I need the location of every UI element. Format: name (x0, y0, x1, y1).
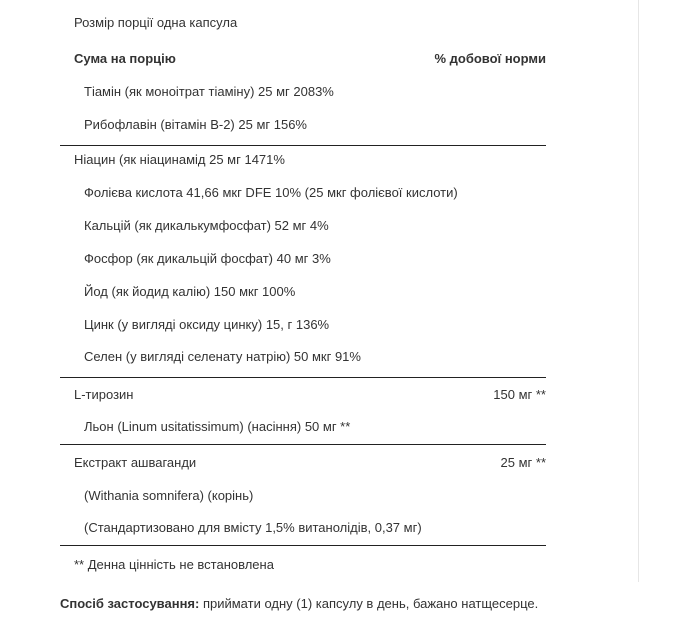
daily-value-header: % добової норми (434, 51, 546, 66)
tyrosine-name: L-тирозин (74, 387, 134, 402)
tyrosine-amount: 150 мг ** (493, 387, 546, 402)
nutrient-row-tyrosine (60, 383, 546, 407)
nutrient-row-phosphorus: Фосфор (як дикальцій фосфат) 40 мг 3% (84, 251, 331, 266)
section-divider (60, 545, 546, 546)
usage-text: приймати одну (1) капсулу в день, бажано натщесерце. (199, 596, 539, 611)
serving-size: Розмір порції одна капсула (74, 15, 238, 30)
nutrient-row-ashwagandha (60, 451, 546, 475)
section-divider (60, 145, 546, 146)
nutrient-row-iodine: Йод (як йодид калію) 150 мкг 100% (84, 284, 296, 299)
nutrient-row-thiamin: Тіамін (як моноітрат тіаміну) 25 мг 2083% (84, 84, 334, 99)
ashwagandha-source: (Withania somnifera) (корінь) (84, 488, 254, 503)
nutrient-row-folate: Фолієва кислота 41,66 мкг DFE 10% (25 мкг фолієвої кислоти) (84, 185, 458, 200)
nutrient-row-riboflavin: Рибофлавін (вітамін B-2) 25 мг 156% (84, 117, 307, 132)
supplement-facts-panel (60, 0, 639, 582)
section-divider (60, 377, 546, 378)
nutrient-row-niacin: Ніацин (як ніацинамід 25 мг 1471% (74, 152, 285, 167)
section-divider (60, 444, 546, 445)
nutrient-row-flax: Льон (Linum usitatissimum) (насіння) 50 мг ** (84, 419, 351, 434)
amount-per-serving-header: Сума на порцію (74, 51, 176, 66)
ashwagandha-name: Екстракт ашваганди (74, 455, 197, 470)
nutrient-row-selenium: Селен (у вигляді селенату натрію) 50 мкг 91% (84, 349, 361, 364)
ashwagandha-amount: 25 мг ** (500, 455, 546, 470)
ashwagandha-standardization: (Стандартизовано для вмісту 1,5% витанолідів, 0,37 мг) (84, 520, 422, 535)
nutrient-row-calcium: Кальцій (як дикалькумфосфат) 52 мг 4% (84, 218, 329, 233)
usage-instructions (60, 592, 538, 616)
table-header (60, 47, 546, 71)
footnote: ** Денна цінність не встановлена (74, 557, 274, 572)
nutrient-row-zinc: Цинк (у вигляді оксиду цинку) 15, г 136% (84, 317, 330, 332)
usage-label: Спосіб застосування: (60, 596, 200, 611)
